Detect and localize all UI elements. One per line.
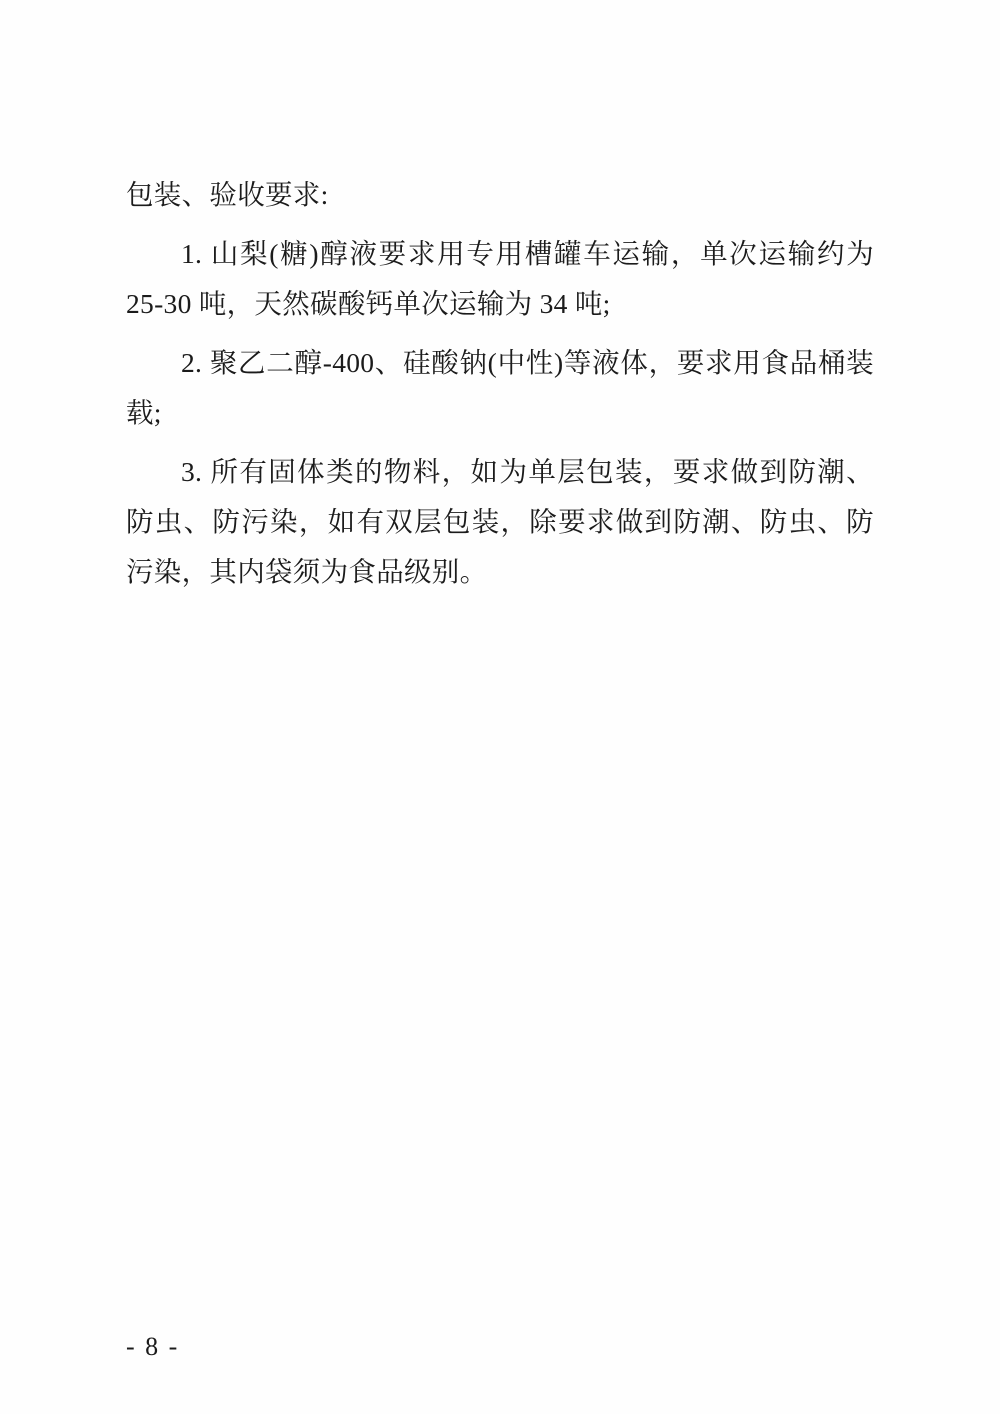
list-item-1: 1. 山梨(糖)醇液要求用专用槽罐车运输，单次运输约为 25-30 吨，天然碳酸钙单次运输为 34 吨; <box>126 238 874 319</box>
paragraph-spacer <box>126 330 874 338</box>
list-item-2: 2. 聚乙二醇-400、硅酸钠(中性)等液体，要求用食品桶装载; <box>126 347 874 428</box>
section-heading: 包装、验收要求: <box>126 179 329 210</box>
paragraph-spacer <box>126 221 874 229</box>
page-number: - 8 - <box>126 1332 180 1361</box>
list-item-3: 3. 所有固体类的物料，如为单层包装，要求做到防潮、防虫、防污染，如有双层包装，除要求做到防潮、防虫、防污染，其内袋须为食品级别。 <box>126 456 874 587</box>
paragraph-spacer <box>126 439 874 447</box>
document-body <box>126 170 874 598</box>
